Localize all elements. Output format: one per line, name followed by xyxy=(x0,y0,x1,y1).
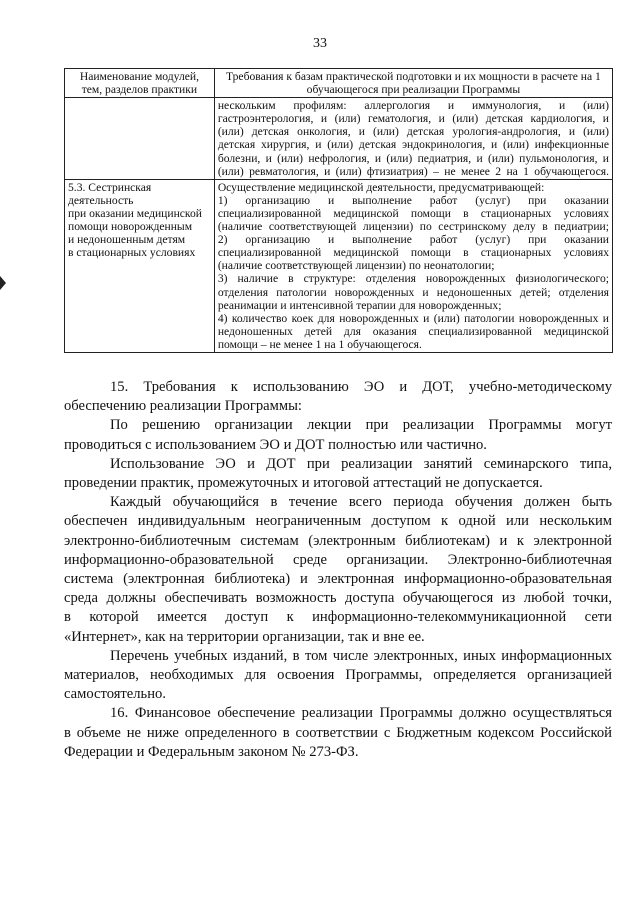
cell-line: (наличие соответствующей лицензии) по сестринскому делу в педиатрии; xyxy=(217,220,609,234)
cell-line: (наличие соответствующей лицензии) по неонатологии; xyxy=(217,259,495,273)
header-line: обучающегося при реализации Программы xyxy=(306,83,521,97)
header-line: Наименование модулей, xyxy=(79,70,199,83)
cell-line: реанимации и интенсивной терапии для новорожденных; xyxy=(217,298,502,312)
row-module-cell xyxy=(65,179,215,352)
cell-line: болезни, и (или) нефрология, и (или) педиатрия, и (или) пульмонология, и xyxy=(217,151,609,165)
paragraph-line: обеспечению реализации Программы: xyxy=(64,398,302,415)
cell-line: 2) организацию и выполнение работ (услуг) при оказании xyxy=(217,233,609,247)
paragraph-line: Каждый обучающийся в течение всего периода обучения должен быть xyxy=(110,494,612,511)
cell-line: помощи – не менее 1 на 1 обучающегося. xyxy=(217,337,422,351)
cell-line: гастроэнтерология, и (или) гематология, и (или) детская кардиология, и xyxy=(217,112,609,126)
paragraph-line: 15. Требования к использованию ЭО и ДОТ, учебно-методическому xyxy=(110,379,612,395)
paragraph-line: 16. Финансовое обеспечение реализации Программы должно осуществляться xyxy=(110,705,612,722)
cell-line: при оказании медицинской xyxy=(68,206,202,220)
paragraph-16 xyxy=(64,704,612,762)
paragraph-line: информационно-образовательной среде организации. Электронно-библиотечная xyxy=(64,551,612,568)
paragraph-line: проводиться с использованием ЭО и ДОТ полностью или частично. xyxy=(64,436,487,453)
body-text xyxy=(64,378,612,762)
cell-line: и недоношенным детям xyxy=(68,233,186,247)
paragraph-access xyxy=(64,493,612,647)
paragraph-15 xyxy=(64,378,612,416)
row-requirements-cell xyxy=(214,98,612,180)
cell-line: 1) организацию и выполнение работ (услуг) при оказании xyxy=(217,193,609,207)
table-header-row xyxy=(65,69,613,98)
paragraph-line: Перечень учебных изданий, в том числе электронных, иных информационных xyxy=(110,647,612,664)
cell-line: 4) количество коек для новорожденных и (или) патологии новорожденных и xyxy=(217,311,609,325)
cell-line: 3) наличие в структуре: отделения новорожденных физиологического; xyxy=(217,272,609,286)
paragraph-line: обеспечен индивидуальным неограниченным доступом к одной или нескольким xyxy=(64,513,612,530)
paragraph-seminars xyxy=(64,455,612,493)
header-line: Требования к базам практической подготовки и их мощности в расчете на 1 xyxy=(226,70,601,83)
paragraph-line: среда должны обеспечивать возможность доступа обучающегося из любой точки, xyxy=(64,590,612,607)
page-number: 33 xyxy=(313,36,327,51)
cell-line: детская хирургия, и (или) детская эндокринология, и (или) инфекционные xyxy=(217,138,609,152)
paragraph-line: электронно-библиотечным системам (электронным библиотекам) и к электронной xyxy=(64,532,612,549)
paragraph-line: система (электронная библиотека) и электронная информационно-образовательная xyxy=(64,571,612,588)
cell-line: в стационарных условиях xyxy=(68,246,196,260)
paragraph-line: Использование ЭО и ДОТ при реализации занятий семинарского типа, xyxy=(110,455,612,472)
paragraph-line: в которой имеется доступ к информационно-телекоммуникационной сети xyxy=(64,609,612,626)
cell-line: деятельность xyxy=(68,193,134,207)
header-line: тем, разделов практики xyxy=(81,83,198,97)
header-requirements xyxy=(214,69,612,98)
cell-line: помощи новорожденным xyxy=(68,220,193,234)
paragraph-line: самостоятельно. xyxy=(64,686,166,703)
row-requirements-cell xyxy=(214,179,612,352)
cell-line: нескольким профилям: аллергология и иммунология, и (или) xyxy=(217,99,609,113)
paragraph-publications xyxy=(64,647,612,705)
cell-line: (или) ревматология, и (или) фтизиатрия) – не менее 2 на 1 обучающегося. xyxy=(217,164,609,178)
margin-mark xyxy=(0,276,6,290)
paragraph-line: в объеме не ниже определенного в соответствии с Бюджетным кодексом Российской xyxy=(64,724,612,741)
paragraph-lectures xyxy=(64,416,612,454)
cell-line: Осуществление медицинской деятельности, предусматривающей: xyxy=(217,180,545,194)
cell-line: специализированной медицинской помощи в стационарных условиях xyxy=(217,206,609,220)
cell-line: недоношенных детей для оказания специализированной медицинской xyxy=(217,324,609,338)
paragraph-line: «Интернет», как на территории организации, так и вне ее. xyxy=(64,628,425,645)
header-modules xyxy=(65,69,215,98)
requirements-table xyxy=(64,68,613,353)
table-row xyxy=(65,98,613,180)
cell-line: отделения патологии новорожденных и недоношенных детей; отделения xyxy=(217,285,609,299)
row-module-cell xyxy=(65,98,215,180)
paragraph-line: материалов, необходимых для освоения Программы, определяется организацией xyxy=(64,667,612,684)
paragraph-line: Федерации и Федеральным законом № 273-ФЗ. xyxy=(64,743,359,760)
cell-line: 5.3. Сестринская xyxy=(68,180,152,194)
cell-line: (или) детская онкология, и (или) детская урология-андрология, и (или) xyxy=(217,125,609,139)
table-row xyxy=(65,179,613,352)
paragraph-line: По решению организации лекции при реализации Программы могут xyxy=(110,417,612,434)
cell-line: специализированной медицинской помощи в стационарных условиях xyxy=(217,246,609,260)
paragraph-line: проведении практик, промежуточных и итоговой аттестаций не допускается. xyxy=(64,475,543,492)
